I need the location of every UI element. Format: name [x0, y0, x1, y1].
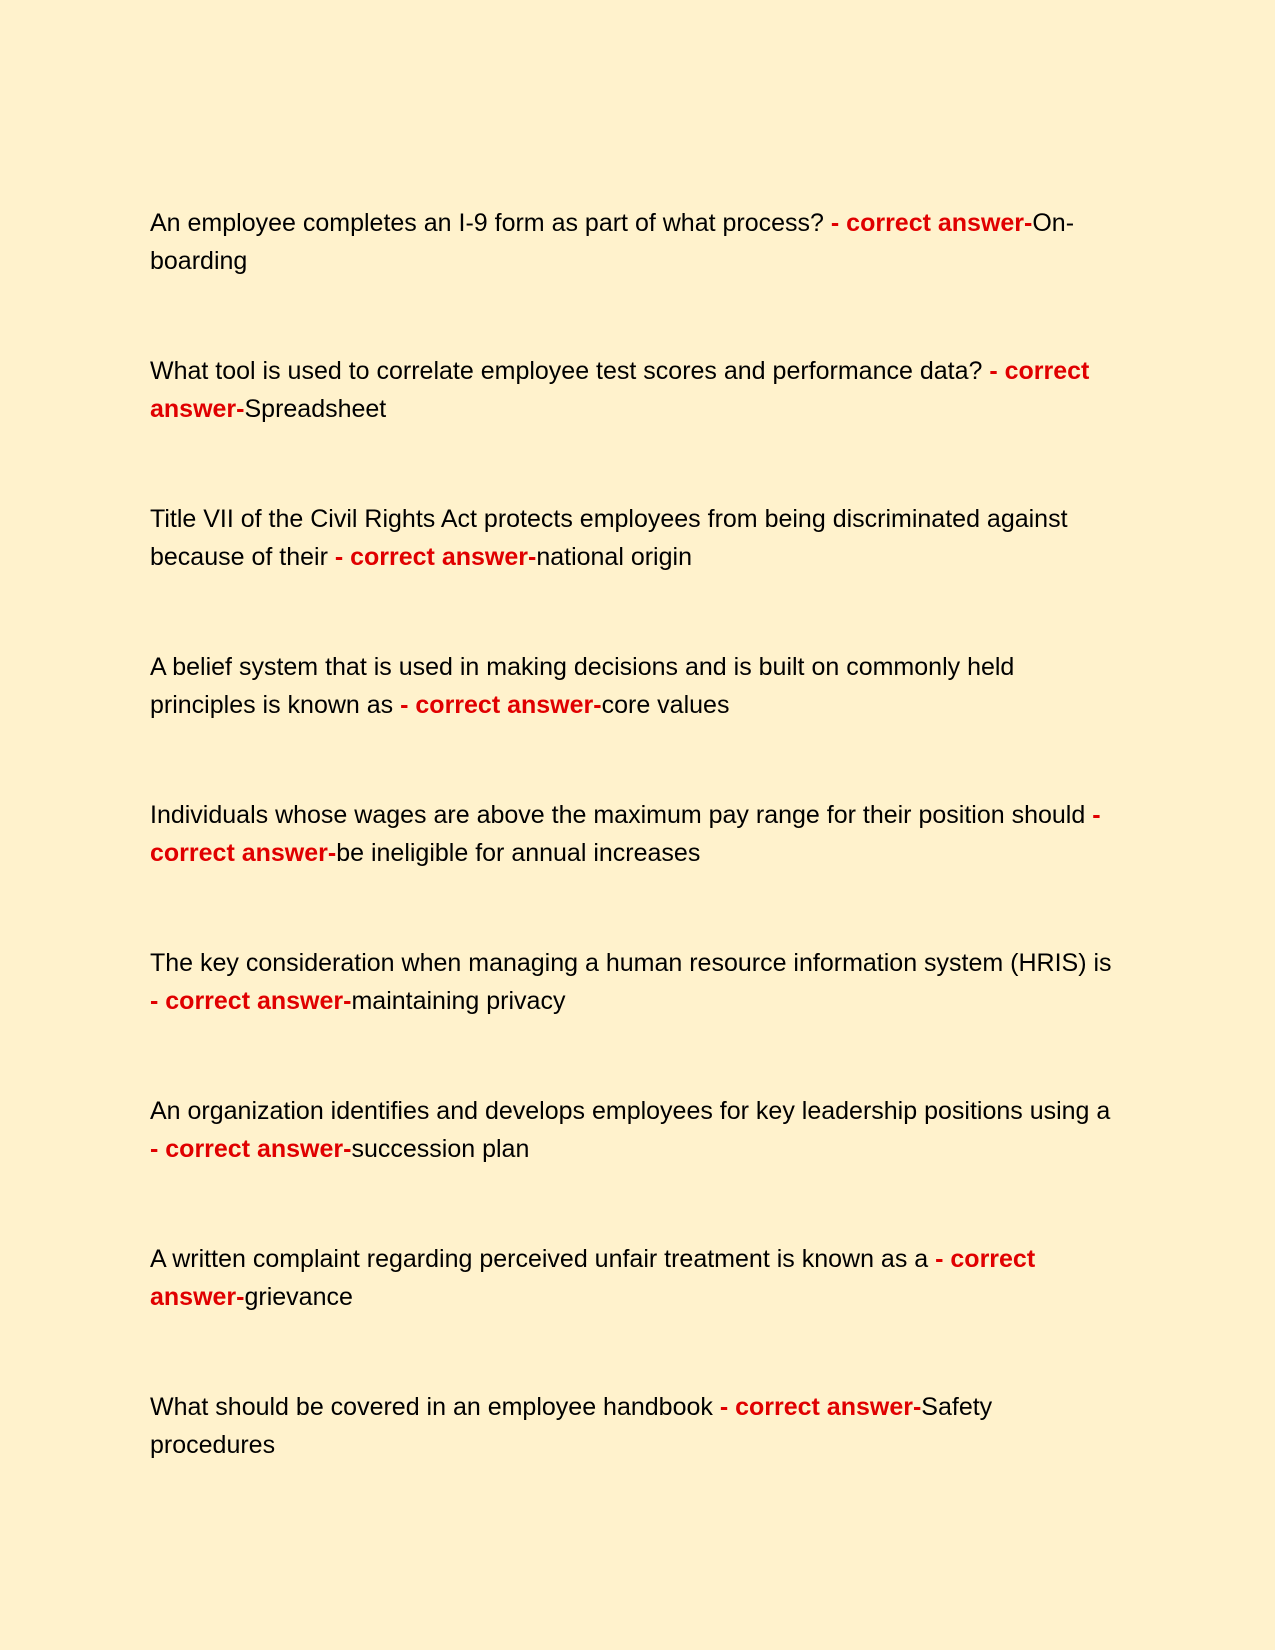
answer-text: Spreadsheet [244, 395, 387, 423]
answer-text: succession plan [351, 1135, 530, 1163]
answer-text: national origin [536, 543, 692, 571]
qa-item-7 [150, 1092, 1120, 1168]
question-text: What should be covered in an employee handbook [150, 1393, 720, 1421]
answer-text: be ineligible for annual increases [336, 839, 701, 867]
answer-text: Safety procedures [150, 1393, 993, 1459]
question-text: Title VII of the Civil Rights Act protects employees from being discriminated against because of their [150, 505, 1068, 571]
correct-answer-marker: - correct answer- [830, 209, 1033, 237]
answer-text: On-boarding [150, 209, 1075, 275]
qa-item-2 [150, 352, 1120, 428]
qa-item-3 [150, 500, 1120, 576]
question-text: An organization identifies and develops employees for key leadership positions using a [150, 1097, 1111, 1125]
answer-text: maintaining privacy [351, 987, 566, 1015]
qa-item-6 [150, 944, 1120, 1020]
correct-answer-marker: - correct answer- [150, 1135, 352, 1163]
question-text: What tool is used to correlate employee test scores and performance data? [150, 357, 990, 385]
correct-answer-marker: - correct answer- [400, 691, 602, 719]
answer-text: grievance [244, 1283, 353, 1311]
correct-answer-marker: - correct answer- [150, 1245, 1036, 1311]
qa-item-4 [150, 648, 1120, 724]
qa-document [150, 204, 1120, 1536]
correct-answer-marker: - correct answer- [150, 801, 1101, 867]
correct-answer-marker: - correct answer- [150, 357, 1090, 423]
correct-answer-marker: - correct answer- [334, 543, 537, 571]
question-text: An employee completes an I-9 form as part of what process? [150, 209, 831, 237]
correct-answer-marker: - correct answer- [150, 987, 352, 1015]
qa-item-9 [150, 1388, 1120, 1464]
answer-text: core values [601, 691, 730, 719]
question-text: A written complaint regarding perceived unfair treatment is known as a [150, 1245, 936, 1273]
question-text: Individuals whose wages are above the maximum pay range for their position should [150, 801, 1093, 829]
question-text: A belief system that is used in making decisions and is built on commonly held principles is known as [150, 653, 1015, 719]
qa-item-8 [150, 1240, 1120, 1316]
correct-answer-marker: - correct answer- [719, 1393, 922, 1421]
qa-item-1 [150, 204, 1120, 280]
qa-item-5 [150, 796, 1120, 872]
question-text: The key consideration when managing a human resource information system (HRIS) is [150, 949, 1112, 977]
